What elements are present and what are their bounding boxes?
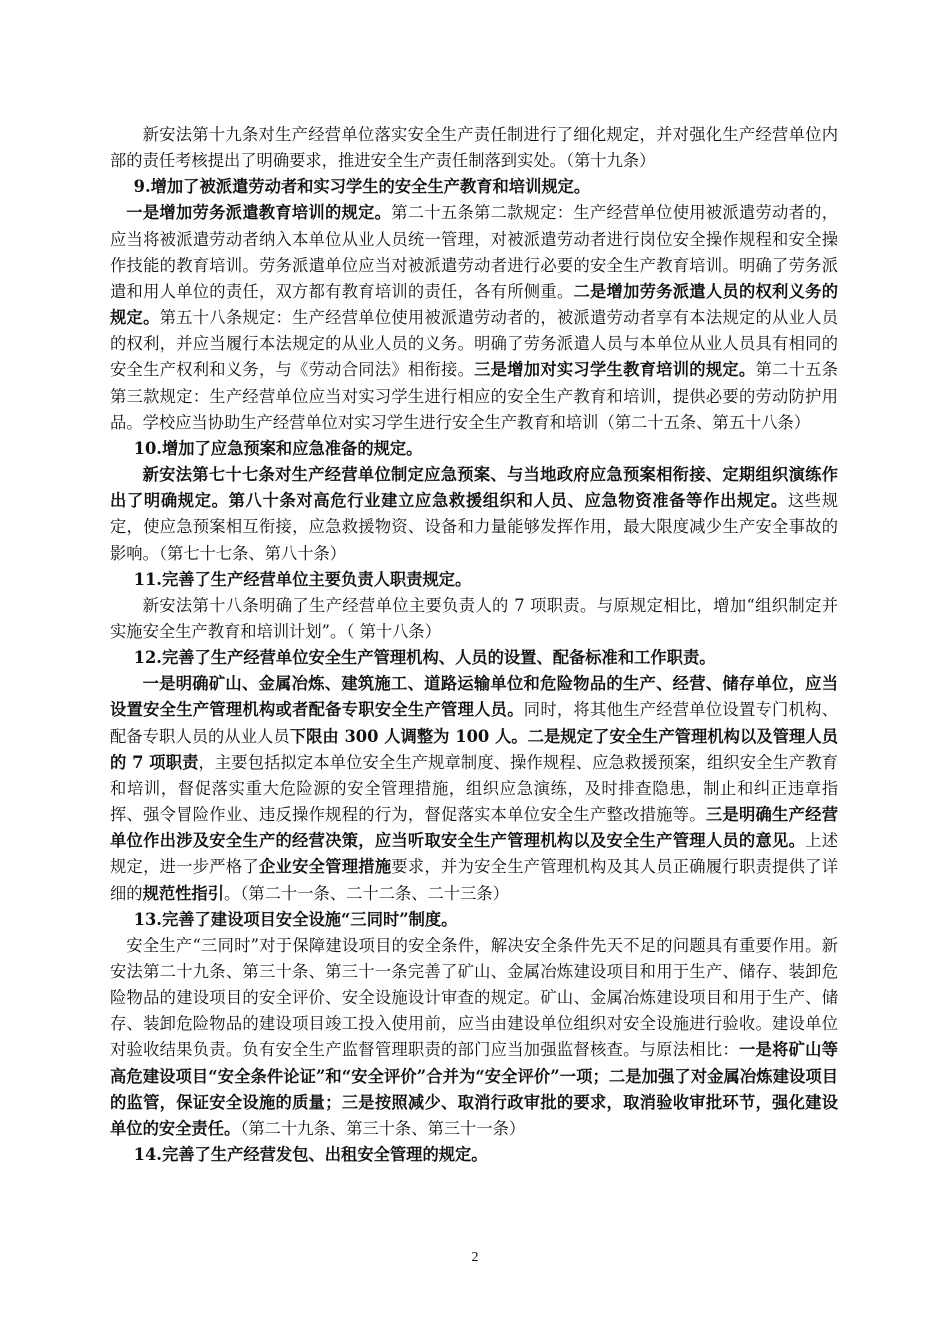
page-number: 2 (471, 1250, 479, 1265)
paragraph-9 (110, 200, 838, 435)
text-run: 二是增加劳务派遣人员的权利义务的规定。 (110, 281, 838, 328)
text-run: 安全生产“三同时”对于保障建设项目的安全条件，解决安全条件先天不足的问题具有重要作用。新安法第二十九条、第三十条、第三十一条完善了矿山、金属冶炼建设项目和用于生产、储存、装卸危险物品的建设项目的安全评价、安全设施设计审查的规定。矿山、金属冶炼建设项目和用于生产、储存、装卸危险物品的建设项目竣工投入使用前，应当由建设单位组织对安全设施进行验收。建设单位对验收结果负责。负有安全生产监督管理职责的部门应当加强监督核查。与原法相比： (110, 935, 838, 1060)
paragraph-12 (110, 671, 838, 906)
text-run: 第二十五条第二款规定：生产经营单位使用被派遣劳动者的，应当将被派遣劳动者纳入本单位从业人员统一管理，对被派遣劳动者进行岗位安全操作规程和安全操作技能的教育培训。劳务派遣单位应当对被派遣劳动者进行必要的安全生产教育培训。明确了劳务派遣和用人单位的责任，双方都有教育培训的责任，各有所侧重。 (110, 203, 838, 301)
text-run: 第二十五条第三款规定：生产经营单位应当对实习学生进行相应的安全生产教育和培训，提供必要的劳动防护用品。学校应当协助生产经营单位对实习学生进行安全生产教育和培训（第二十五条、第五十八条） (110, 360, 838, 432)
text-run: 同时，将其他生产经营单位设置专门机构、配备专职人员的从业人员 (110, 700, 838, 746)
heading-12: 12.完善了生产经营单位安全生产管理机构、人员的设置、配备标准和工作职责。 (133, 648, 716, 668)
paragraph-10 (110, 462, 838, 567)
heading-14: 14.完善了生产经营发包、出租安全管理的规定。 (133, 1145, 488, 1165)
text-run: 一是明确矿山、金属冶炼、建筑施工、道路运输单位和危险物品的生产、经营、储存单位，应当设置安全生产管理机构或者配备专职安全生产管理人员。 (110, 674, 838, 720)
text-run: 这些规定，使应急预案相互衔接，应急救援物资、设备和力量能够发挥作用，最大限度减少生产安全事故的影响。（第七十七条、第八十条） (110, 491, 838, 563)
text-run: 三是明确生产经营单位作出涉及安全生产的经营决策，应当听取安全生产管理机构以及安全生产管理人员的意见。 (110, 805, 838, 851)
text-run: 上述规定，进一步严格了 (110, 831, 838, 877)
text-run: 一是将矿山等高危建设项目“安全条件论证”和“安全评价”合并为“安全评价”一项；二是加强了对金属冶炼建设项目的监管，保证安全设施的质量；三是按照减少、取消行政审批的要求，取消验收审批环节，强化建设单位的安全责任。 (110, 1040, 838, 1138)
paragraph-art19: 新安法第十九条对生产经营单位落实安全生产责任制进行了细化规定，并对强化生产经营单位内部的责任考核提出了明确要求，推进安全生产责任制落到实处。（第十九条） (110, 125, 838, 171)
text-run: （第二十九条、第三十条、第三十一条） (240, 1118, 526, 1138)
heading-11: 11.完善了生产经营单位主要负责人职责规定。 (133, 569, 472, 589)
text-run: 。（第二十一条、二十二条、二十三条） (224, 883, 509, 903)
paragraph-11: 新安法第十八条明确了生产经营单位主要负责人的 7 项职责。与原规定相比，增加“组织制定并实施安全生产教育和培训计划”。（ 第十八条） (110, 595, 838, 641)
heading-10: 10.增加了应急预案和应急准备的规定。 (133, 438, 423, 458)
paragraph-13 (110, 933, 838, 1142)
text-run: 规范性指引 (142, 883, 224, 903)
text-run: 下限由 300 人调整为 100 人。二是规定了安全生产管理机构以及管理人员的 7 项职责 (110, 726, 838, 772)
heading-13: 13.完善了建设项目安全设施“三同时”制度。 (133, 909, 458, 929)
text-run: 三是增加对实习学生教育培训的规定。 (474, 360, 756, 380)
text-run: 新安法第七十七条对生产经营单位制定应急预案、与当地政府应急预案相衔接、定期组织演练作出了明确规定。第八十条对高危行业建立应急救援组织和人员、应急物资准备等作出规定。 (110, 465, 838, 511)
heading-9: 9.增加了被派遣劳动者和实习学生的安全生产教育和培训规定。 (133, 177, 591, 197)
text-run: ，主要包括拟定本单位安全生产规章制度、操作规程、应急救援预案，组织安全生产教育和培训，督促落实重大危险源的安全管理措施，组织应急演练，及时排查隐患，制止和纠正违章指挥、强令冒险作业、违反操作规程的行为，督促落实本单位安全生产整改措施等。 (110, 752, 838, 825)
document-body (110, 122, 838, 1168)
text-run: 第五十八条规定：生产经营单位使用被派遣劳动者的，被派遣劳动者享有本法规定的从业人员的权利，并应当履行本法规定的从业人员的义务。明确了劳务派遣人员与本单位从业人员具有相同的安全生产权利和义务，与《劳动合同法》相衔接。 (110, 308, 838, 380)
text-run: 企业安全管理措施 (258, 857, 392, 877)
text-run: 一是增加劳务派遣教育培训的规定。 (126, 203, 392, 223)
text-run: 要求，并为安全生产管理机构及其人员正确履行职责提供了详细的 (110, 857, 838, 903)
